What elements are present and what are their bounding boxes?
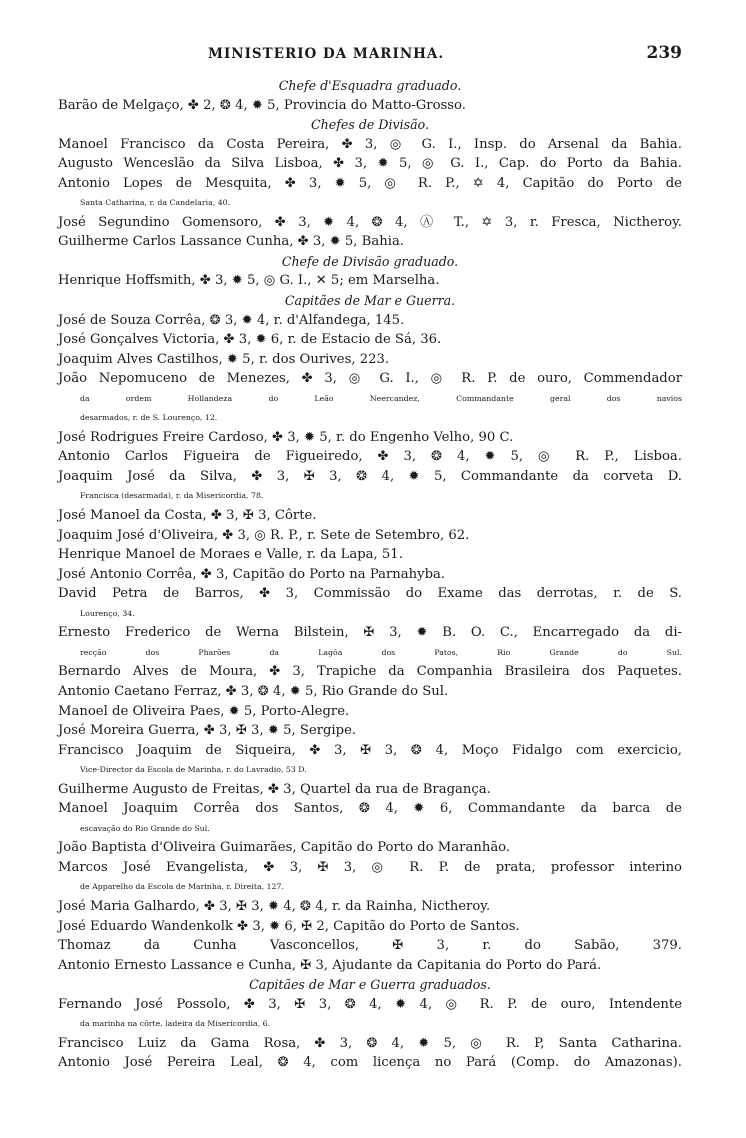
officer-entry: José Manoel da Costa, ✤ 3, ✠ 3, Côrte. (58, 508, 317, 524)
officer-list (58, 76, 682, 1073)
officer-entry: João Baptista d'Oliveira Guimarães, Capitão do Porto do Maranhão. (58, 840, 511, 856)
entry-continuation: Lourenço, 34. (80, 608, 135, 618)
officer-entry: Antonio Carlos Figueira de Figueiredo, ✤ 3, ❂ 4, ✹ 5, ◎ R. P., Lisboa. (58, 449, 682, 465)
officer-entry: Barão de Melgaço, ✤ 2, ❂ 4, ✹ 5, Provincia do Matto-Grosso. (58, 97, 466, 113)
entry-continuation: da marinha na côrte, ladeira da Misericordia, 6. (80, 1019, 271, 1029)
officer-entry: Ernesto Frederico de Werna Bilstein, ✠ 3, ✹ B. O. C., Encarregado da di- (58, 625, 682, 641)
officer-entry: Francisco Luiz da Gama Rosa, ✤ 3, ❂ 4, ✹ 5, ◎ R. P, Santa Catharina. (58, 1035, 682, 1051)
officer-entry: Marcos José Evangelista, ✤ 3, ✠ 3, ◎ R. P. de prata, professor interino (58, 859, 682, 875)
officer-entry: Guilherme Carlos Lassance Cunha, ✤ 3, ✹ 5, Bahia. (58, 234, 404, 250)
entry-continuation: desarmados, r. de S. Lourenço, 12. (80, 413, 218, 423)
officer-entry: Manoel de Oliveira Paes, ✹ 5, Porto-Alegre. (58, 703, 350, 719)
officer-entry: José Segundino Gomensoro, ✤ 3, ✹ 4, ❂ 4, Ⓐ T., ✡ 3, r. Fresca, Nictheroy. (58, 214, 682, 230)
officer-entry: Antonio Ernesto Lassance e Cunha, ✠ 3, Ajudante da Capitania do Porto do Pará. (58, 957, 602, 973)
officer-entry: Manoel Joaquim Corrêa dos Santos, ❂ 4, ✹ 6, Commandante da barca de (58, 801, 682, 817)
officer-entry: José Antonio Corrêa, ✤ 3, Capitão do Porto na Parnahyba. (58, 566, 446, 582)
officer-entry: Francisco Joaquim de Siqueira, ✤ 3, ✠ 3, ❂ 4, Moço Fidalgo com exercicio, (58, 742, 682, 758)
officer-entry: Antonio Caetano Ferraz, ✤ 3, ❂ 4, ✹ 5, Rio Grande do Sul. (58, 683, 449, 699)
officer-entry: Antonio Lopes de Mesquita, ✤ 3, ✹ 5, ◎ R. P., ✡ 4, Capitão do Porto de (58, 175, 682, 191)
entry-continuation: de Apparelho da Escola de Marinha, r. Direita, 127. (80, 882, 284, 892)
running-title: MINISTERIO DA MARINHA. (208, 46, 445, 62)
officer-entry: Henrique Manoel de Moraes e Valle, r. da Lapa, 51. (58, 547, 403, 563)
document-page (58, 43, 682, 1073)
officer-entry: Manoel Francisco da Costa Pereira, ✤ 3, ◎ G. I., Insp. do Arsenal da Bahia. (58, 136, 682, 152)
officer-entry: David Petra de Barros, ✤ 3, Commissão do Exame das derrotas, r. de S. (58, 586, 682, 602)
officer-entry: Guilherme Augusto de Freitas, ✤ 3, Quartel da rua de Bragança. (58, 781, 491, 797)
officer-entry: José Maria Galhardo, ✤ 3, ✠ 3, ✹ 4, ❂ 4, r. da Rainha, Nictheroy. (58, 898, 491, 914)
officer-entry: João Nepomuceno de Menezes, ✤ 3, ◎ G. I., ◎ R. P. de ouro, Commendador (58, 371, 682, 387)
entry-continuation: Vice-Director da Escola de Marinha, r. do Lavradio, 53 D. (80, 765, 307, 775)
section-heading: Chefe de Divisão graduado. (281, 253, 459, 269)
officer-entry: Joaquim José da Silva, ✤ 3, ✠ 3, ❂ 4, ✹ 5, Commandante da corveta D. (58, 468, 682, 484)
entry-continuation: Santa Catharina, r. da Candelaria, 40. (80, 198, 231, 208)
officer-entry: Bernardo Alves de Moura, ✤ 3, Trapiche da Companhia Brasileira dos Paquetes. (58, 664, 682, 680)
officer-entry: Joaquim Alves Castilhos, ✹ 5, r. dos Ourives, 223. (58, 351, 390, 367)
officer-entry: José Gonçalves Victoria, ✤ 3, ✹ 6, r. de Estacio de Sá, 36. (58, 332, 442, 348)
officer-entry: José de Souza Corrêa, ❂ 3, ✹ 4, r. d'Alfandega, 145. (58, 312, 405, 328)
section-heading: Capitães de Mar e Guerra graduados. (249, 977, 491, 993)
entry-continuation: da ordem Hollandeza do Leão Neercandez, Commandante geral dos navios (80, 393, 682, 403)
officer-entry: Thomaz da Cunha Vasconcellos, ✠ 3, r. do Sabão, 379. (58, 938, 682, 954)
section-heading: Chefes de Divisão. (311, 117, 429, 133)
officer-entry: Antonio José Pereira Leal, ❂ 4, com licença no Pará (Comp. do Amazonas). (58, 1055, 682, 1071)
section-heading: Chefe d'Esquadra graduado. (278, 78, 462, 93)
officer-entry: Henrique Hoffsmith, ✤ 3, ✹ 5, ◎ G. I., ✕ 5; em Marselha. (58, 273, 440, 289)
officer-entry: José Moreira Guerra, ✤ 3, ✠ 3, ✹ 5, Sergipe. (58, 723, 357, 739)
officer-entry: José Rodrigues Freire Cardoso, ✤ 3, ✹ 5, r. do Engenho Velho, 90 C. (58, 429, 514, 445)
entry-continuation: Francisca (desarmada), r. da Misericordia, 78. (80, 491, 264, 501)
page-number: 239 (646, 43, 682, 63)
officer-entry: José Eduardo Wandenkolk ✤ 3, ✹ 6, ✠ 2, Capitão do Porto de Santos. (58, 918, 520, 934)
page-header (58, 43, 682, 76)
officer-entry: Augusto Wenceslão da Silva Lisboa, ✤ 3, ✹ 5, ◎ G. I., Cap. do Porto da Bahia. (58, 156, 682, 172)
officer-entry: Fernando José Possolo, ✤ 3, ✠ 3, ❂ 4, ✹ 4, ◎ R. P. de ouro, Intendente (58, 996, 682, 1012)
entry-continuation: recção dos Pharões da Lagôa dos Patos, Rio Grande do Sul. (80, 647, 682, 657)
entry-continuation: escavação do Rio Grande do Sul. (80, 823, 210, 833)
section-heading: Capitães de Mar e Guerra. (284, 293, 456, 309)
officer-entry: Joaquim José d'Oliveira, ✤ 3, ◎ R. P., r. Sete de Setembro, 62. (58, 527, 470, 543)
